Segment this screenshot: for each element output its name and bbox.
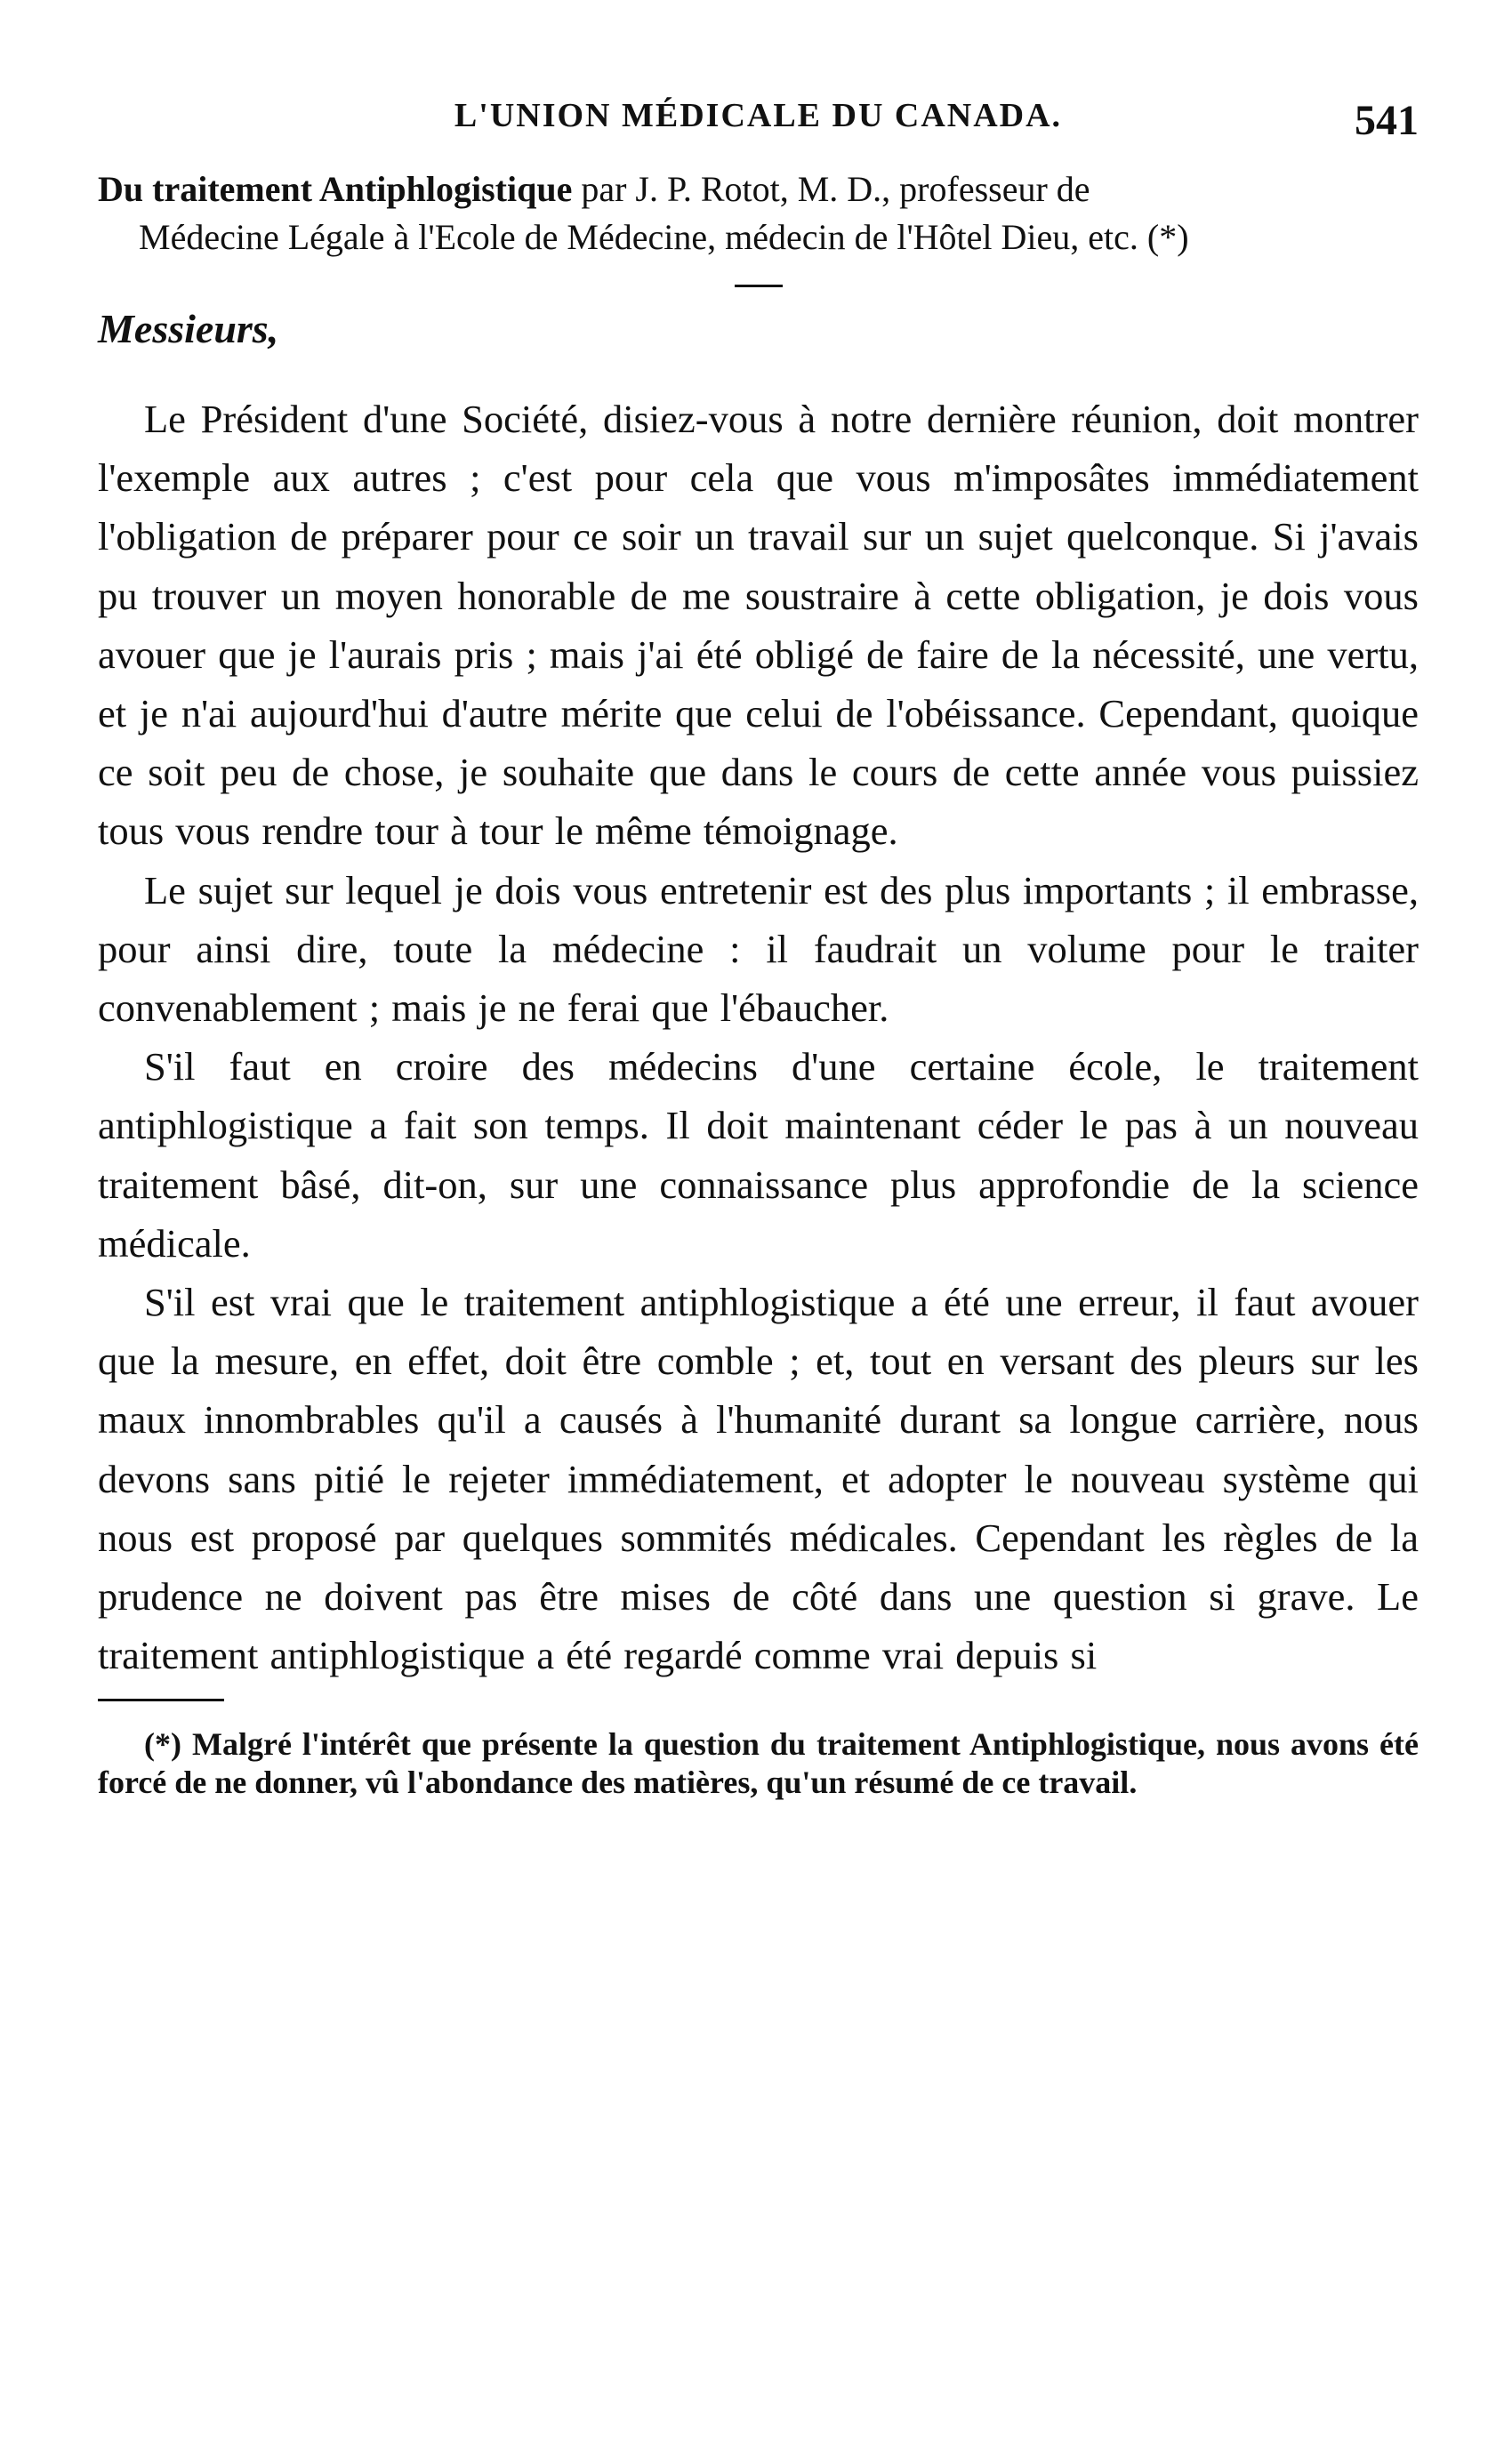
article-byline-continued: Médecine Légale à l'Ecole de Médecine, médecin de l'Hôtel Dieu, etc. (*) [139,217,1189,257]
article-body [98,390,1419,1684]
footnote-divider [98,1699,224,1701]
body-paragraph-1: Le Président d'une Société, disiez-vous à notre dernière réunion, doit montrer l'exemple aux autres ; c'est pour cela que vous m'imposâtes immédiatement l'obligation de préparer pour ce soir un travail sur un sujet quelconque. Si j'avais pu trouver un moyen honorable de me soustraire à cette obligation, je dois vous avouer que je l'aurais pris ; mais j'ai été obligé de faire de la nécessité, une vertu, et je n'ai aujourd'hui d'autre mérite que celui de l'obéissance. Cependant, quoique ce soit peu de chose, je souhaite que dans le cours de cette année vous puissiez tous vous rendre tour à tour le même témoignage. [98,397,1419,854]
salutation: Messieurs, [98,306,279,351]
article-title: Du traitement Antiphlogistique [98,169,573,209]
page-number: 541 [1355,97,1419,144]
article-heading [98,165,1419,261]
heading-divider [735,285,783,287]
body-paragraph-3: S'il faut en croire des médecins d'une certaine école, le traitement antiphlogistique a fait son temps. Il doit maintenant céder le pas à un nouveau traitement bâsé, dit-on, sur une connaissance plus approfondie de la science médicale. [98,1044,1419,1266]
running-head-title: L'UNION MÉDICALE DU CANADA. [454,97,1063,134]
article-byline: par J. P. Rotot, M. D., professeur de [572,169,1090,209]
body-paragraph-2: Le sujet sur lequel je dois vous entretenir est des plus importants ; il embrasse, pour ainsi dire, toute la médecine : il faudrait un volume pour le traiter convenablement ; mais je ne ferai que l'ébaucher. [98,867,1419,1031]
running-head [98,96,1419,149]
page [98,96,1419,1800]
footnote: (*) Malgré l'intérêt que présente la question du traitement Antiphlogistique, nous avons été forcé de ne donner, vû l'abondance des matières, qu'un résumé de ce travail. [98,1726,1419,1800]
body-paragraph-4: S'il est vrai que le traitement antiphlogistique a été une erreur, il faut avouer que la mesure, en effet, doit être comble ; et, tout en versant des pleurs sur les maux innombrables qu'il a causés à l'humanité durant sa longue carrière, nous devons sans pitié le rejeter immédiatement, et adopter le nouveau système qui nous est proposé par quelques sommités médicales. Cependant les règles de la prudence ne doivent pas être mises de côté dans une question si grave. Le traitement antiphlogistique a été regardé comme vrai depuis si [98,1280,1419,1678]
